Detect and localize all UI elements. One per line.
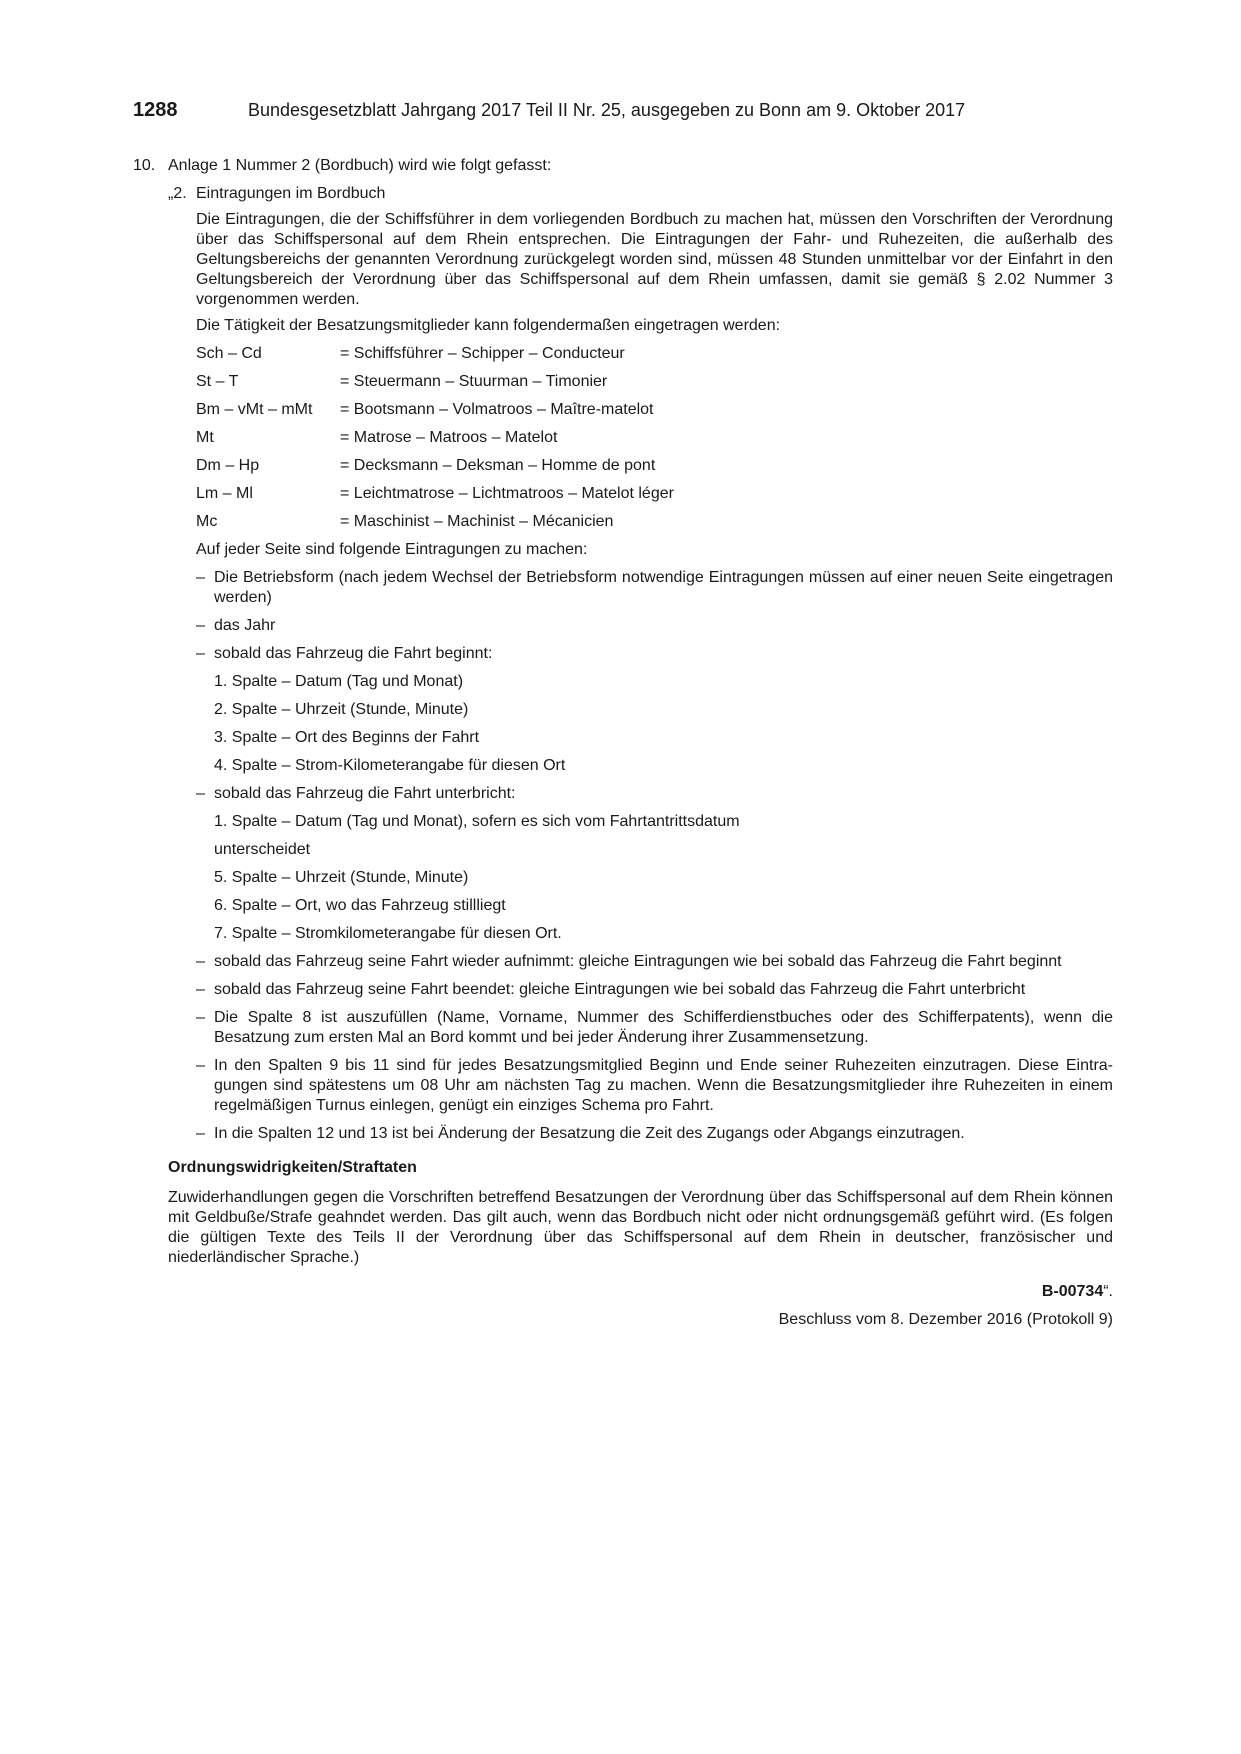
section-number: „2. [168, 185, 187, 202]
abbreviation-code: Mc [196, 513, 218, 530]
resolution-line: Beschluss vom 8. Dezember 2016 (Protokoll 9) [778, 1311, 1113, 1328]
dash-marker: – [196, 1125, 205, 1142]
section-title: Eintragungen im Bordbuch [196, 185, 386, 202]
dash-marker: – [196, 617, 205, 634]
list-item [196, 568, 1113, 608]
item-text: Anlage 1 Nummer 2 (Bordbuch) wird wie folgt gefasst: [168, 157, 552, 174]
abbreviation-row [196, 344, 1113, 364]
column-entry: 2. Spalte – Uhrzeit (Stunde, Minute) [214, 701, 469, 718]
offences-heading: Ordnungswidrigkeiten/Straftaten [168, 1159, 417, 1176]
abbreviation-code: Lm – Ml [196, 485, 253, 502]
abbreviation-meaning: = Decksmann – Deksman – Homme de pont [340, 457, 656, 474]
list-item-text: sobald das Fahrzeug seine Fahrt beendet: gleiche Eintragungen wie bei sobald das Fahrzeug die Fahrt unterbricht [214, 981, 1026, 998]
section-heading [133, 184, 1113, 204]
reference-line [133, 1282, 1113, 1302]
abbreviation-row [196, 456, 1113, 476]
abbreviation-meaning: = Matrose – Matroos – Matelot [340, 429, 558, 446]
abbreviation-code: Sch – Cd [196, 345, 262, 362]
amendment-item [133, 156, 1113, 176]
column-entry: 4. Spalte – Strom-Kilometerangabe für diesen Ort [214, 757, 566, 774]
abbreviation-meaning: = Schiffsführer – Schipper – Conducteur [340, 345, 625, 362]
abbreviation-row [196, 484, 1113, 504]
abbreviation-meaning: = Leichtmatrose – Lichtmatroos – Matelot léger [340, 485, 674, 502]
column-entry: 7. Spalte – Stromkilometerangabe für diesen Ort. [214, 925, 562, 942]
activity-intro: Die Tätigkeit der Besatzungsmitglieder kann folgendermaßen eingetragen werden: [196, 317, 781, 334]
dash-marker: – [196, 1057, 205, 1074]
list-item [196, 1124, 1113, 1144]
offences-text: Zuwiderhandlungen gegen die Vorschriften betreffend Besatzungen der Verordnung über das Schiffspersonal auf dem Rhein können mit Geldbuße/Strafe geahndet werden. Das gilt auch, wenn das Bordbuch nicht oder nicht ordnungsgemäß geführt wird. (Es folgen die gültigen Texte des Teils II der Verordnung über das Schiffspersonal auf dem Rhein in deutscher, französischer und niederländischer Sprache.) [168, 1189, 1113, 1266]
document-body [133, 156, 1113, 1330]
abbreviation-row [196, 372, 1113, 392]
page-entries-intro: Auf jeder Seite sind folgende Eintragungen zu machen: [196, 541, 588, 558]
list-item [196, 1008, 1113, 1048]
column-entry: 1. Spalte – Datum (Tag und Monat) [214, 673, 464, 690]
reference-code: B-00734 [1041, 1283, 1104, 1300]
abbreviation-row [196, 512, 1113, 532]
dash-marker: – [196, 785, 205, 802]
page-number: 1288 [133, 99, 178, 121]
list-item-text: Die Spalte 8 ist auszufüllen (Name, Vorname, Nummer des Schifferdienstbuches oder des Schifferpatents), wenn die Besatzung zum ersten Mal an Bord kommt und bei jeder Änderung ihrer Zusammensetzung. [214, 1009, 1113, 1046]
closing-quote: “. [1103, 1283, 1113, 1300]
abbreviation-list [196, 344, 1113, 532]
list-item [196, 616, 1113, 636]
section-body [196, 210, 1113, 1144]
abbreviation-row [196, 428, 1113, 448]
column-entry: unterscheidet [214, 841, 311, 858]
dash-marker: – [196, 1009, 205, 1026]
page-header [133, 99, 1113, 125]
list-item-text: das Jahr [214, 617, 276, 634]
abbreviation-meaning: = Steuermann – Stuurman – Timonier [340, 373, 608, 390]
intro-paragraph: Die Eintragungen, die der Schiffsführer in dem vorliegenden Bordbuch zu machen hat, müssen den Vorschriften der Verordnung über das Schiffspersonal auf dem Rhein entsprechen. Die Eintragungen der Fahr- und Ruhezeiten, die außerhalb des Geltungsbereichs der genannten Verordnung zurückgelegt worden sind, müssen 48 Stunden unmittelbar vor der Einfahrt in den Geltungsbereich der Verordnung über das Schiffspersonal auf dem Rhein umfassen, damit sie gemäß § 2.02 Nummer 3 vorgenommen werden. [196, 211, 1113, 308]
list-item-text: In die Spalten 12 und 13 ist bei Änderung der Besatzung die Zeit des Zugangs oder Abgangs einzutragen. [214, 1125, 965, 1142]
dash-marker: – [196, 953, 205, 970]
abbreviation-meaning: = Maschinist – Machinist – Mécanicien [340, 513, 614, 530]
list-item [196, 1056, 1113, 1116]
gazette-title: Bundesgesetzblatt Jahrgang 2017 Teil II Nr. 25, ausgegeben zu Bonn am 9. Oktober 2017 [248, 100, 966, 120]
item-number: 10. [133, 157, 156, 174]
list-item-text: In den Spalten 9 bis 11 sind für jedes Besatzungsmitglied Beginn und Ende seiner Ruhezeiten einzutragen. Diese Eintragungen sind spätestens um 08 Uhr am nächsten Tag zu machen. Wenn die Besatzungsmitglieder ihre Ruhezeiten in einem regelmäßigen Turnus einlegen, genügt ein einziges Schema pro Fahrt. [214, 1057, 1113, 1114]
list-item-text: sobald das Fahrzeug die Fahrt unterbricht: [214, 785, 516, 802]
list-item-text: Die Betriebsform (nach jedem Wechsel der Betriebsform notwendige Eintragungen müssen auf einer neuen Seite eingetragen werden) [214, 569, 1113, 606]
abbreviation-meaning: = Bootsmann – Volmatroos – Maître-matelot [340, 401, 654, 418]
list-item [196, 644, 1113, 664]
column-entry: 5. Spalte – Uhrzeit (Stunde, Minute) [214, 869, 469, 886]
abbreviation-code: Dm – Hp [196, 457, 260, 474]
column-entry: 6. Spalte – Ort, wo das Fahrzeug stillliegt [214, 897, 506, 914]
column-entry: 1. Spalte – Datum (Tag und Monat), sofern es sich vom Fahrtantrittsdatum [214, 813, 740, 830]
dash-marker: – [196, 981, 205, 998]
abbreviation-code: Mt [196, 429, 214, 446]
column-entry: 3. Spalte – Ort des Beginns der Fahrt [214, 729, 480, 746]
dash-marker: – [196, 569, 205, 586]
list-item-text: sobald das Fahrzeug seine Fahrt wieder aufnimmt: gleiche Eintragungen wie bei sobald das Fahrzeug die Fahrt beginnt [214, 953, 1062, 970]
list-item [196, 784, 1113, 804]
abbreviation-code: Bm – vMt – mMt [196, 401, 313, 418]
list-item [196, 980, 1113, 1000]
abbreviation-row [196, 400, 1113, 420]
list-item [196, 952, 1113, 972]
list-item-text: sobald das Fahrzeug die Fahrt beginnt: [214, 645, 493, 662]
dash-marker: – [196, 645, 205, 662]
abbreviation-code: St – T [196, 373, 239, 390]
